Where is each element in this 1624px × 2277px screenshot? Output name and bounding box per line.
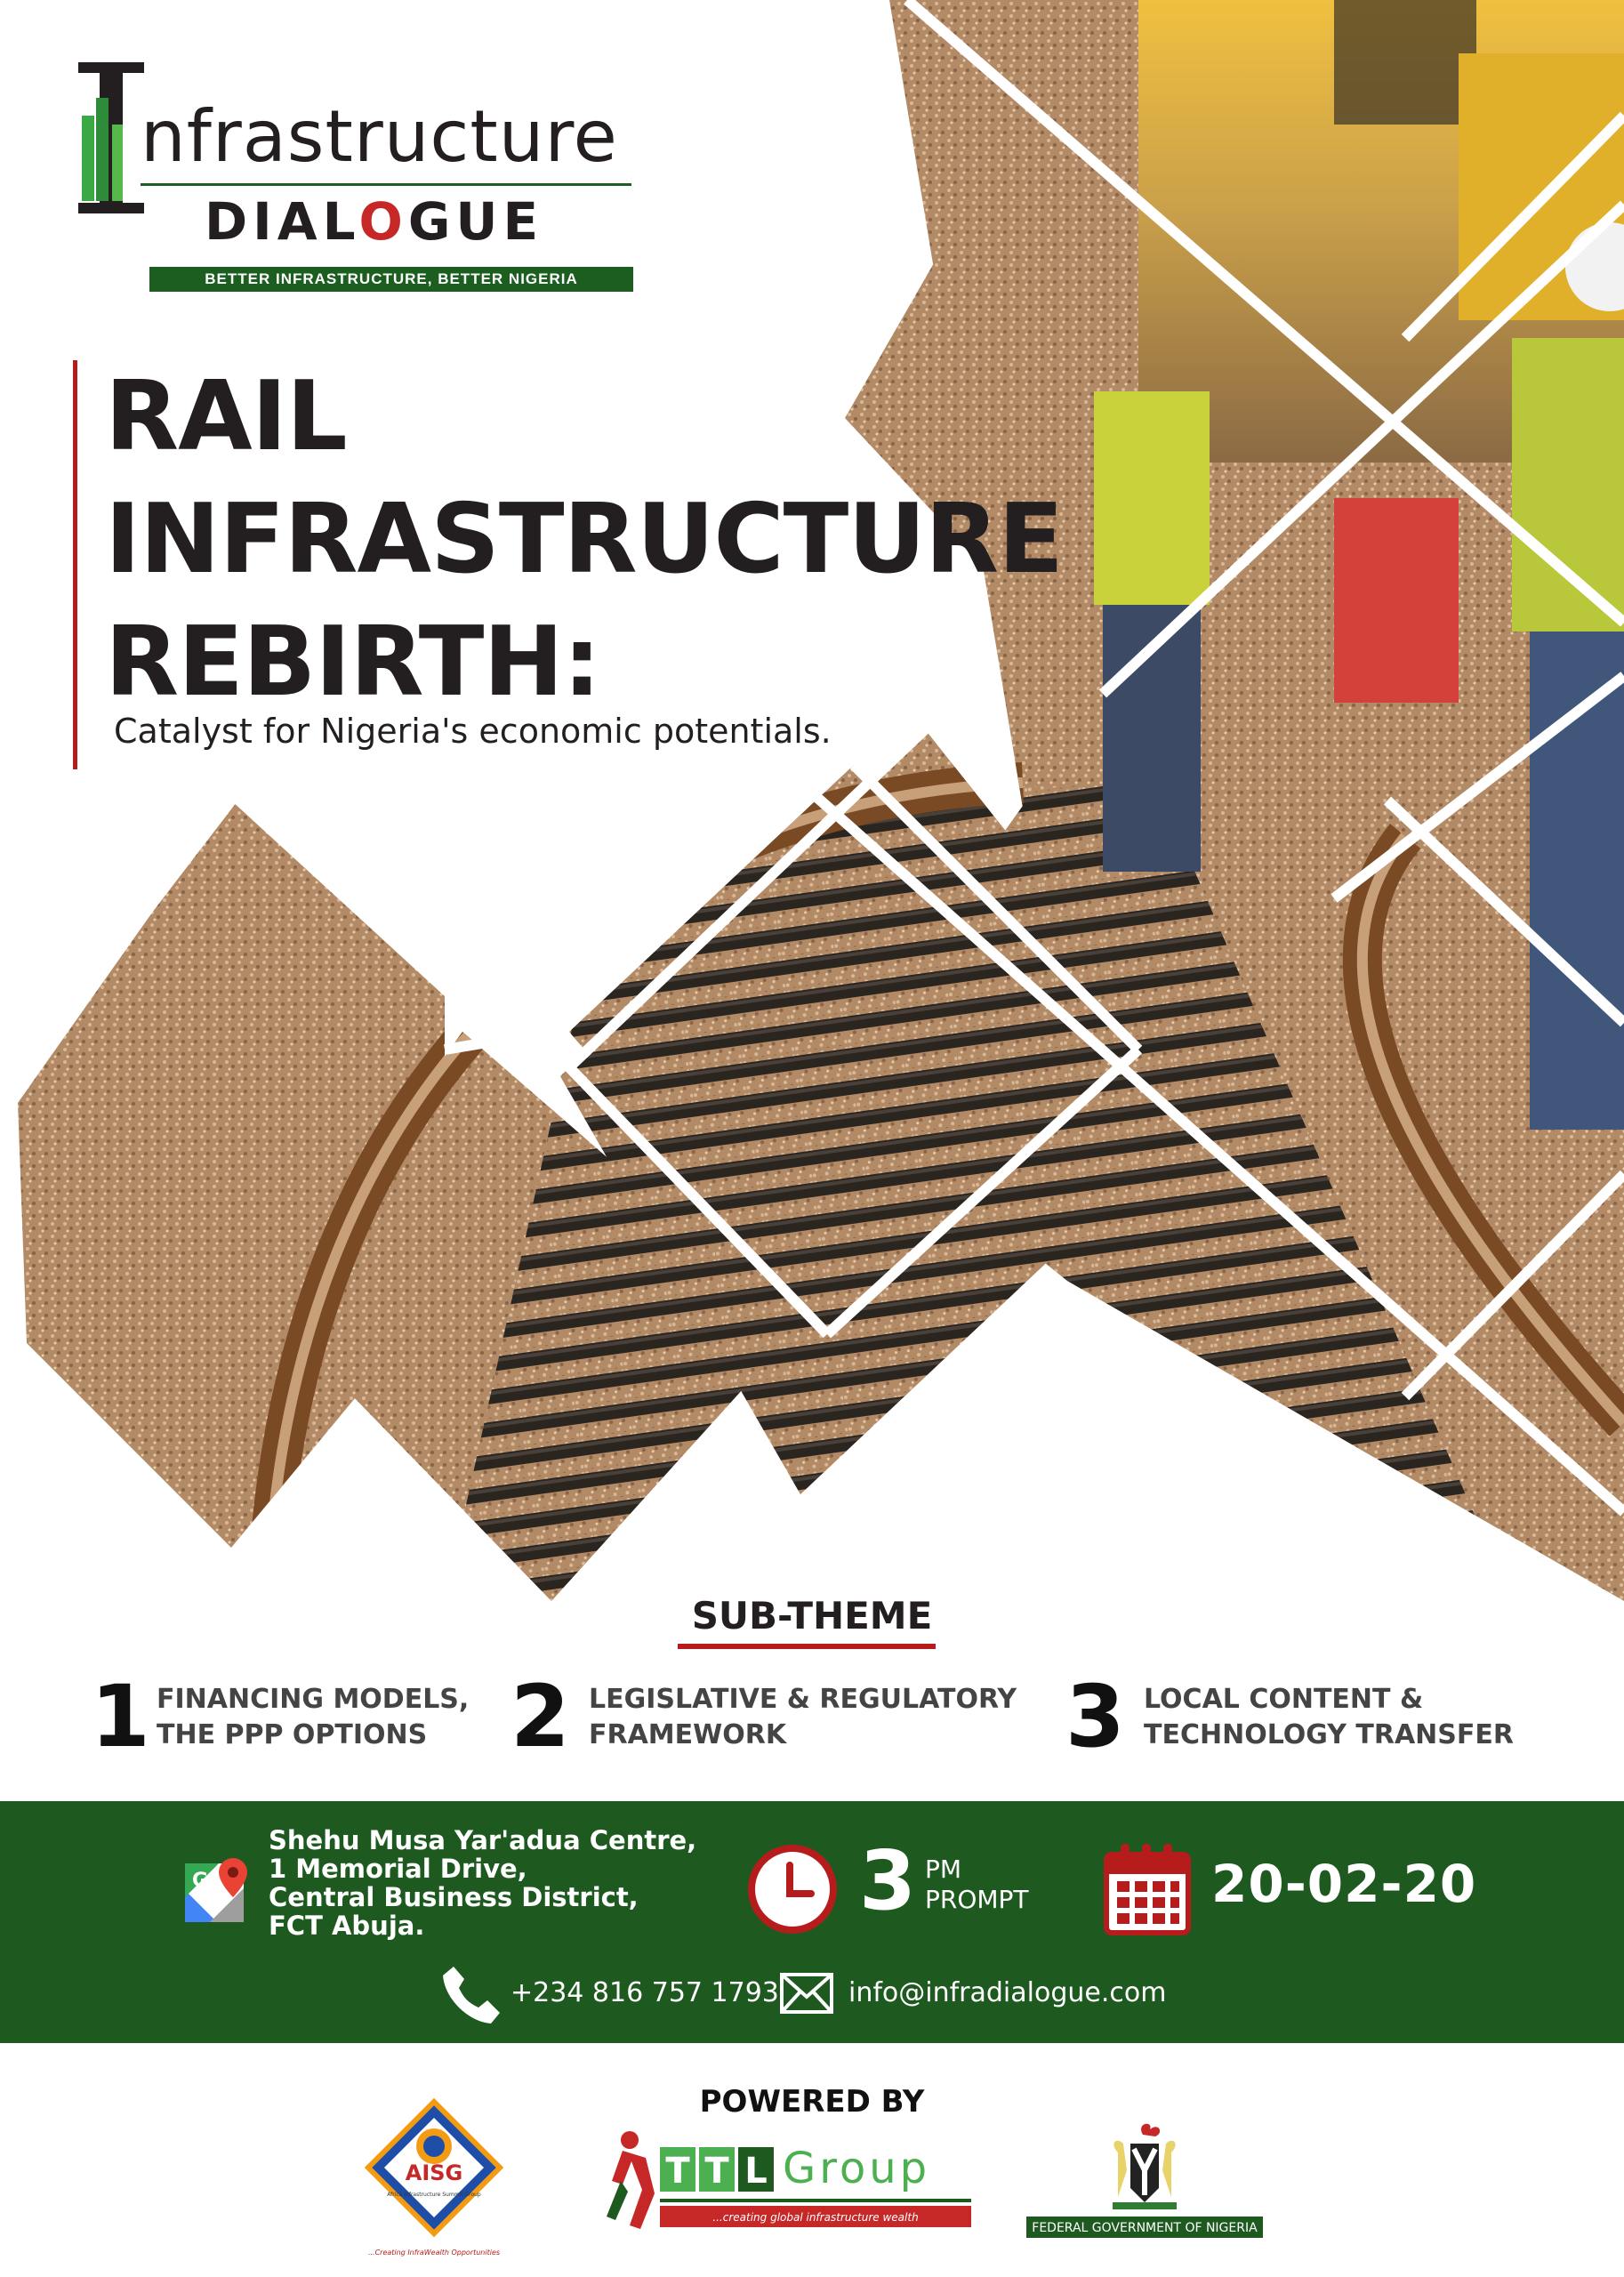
title-line-2: INFRASTRUCTURE — [105, 484, 1063, 595]
logo-word: nfrastructure — [141, 95, 618, 178]
svg-text:...creating global infrastruct: ...creating global infrastructure wealth — [712, 2211, 919, 2224]
aisg-emblem-icon — [354, 2095, 514, 2264]
svg-text:...Creating InfraWealth Opport: ...Creating InfraWealth Opportunities — [367, 2249, 501, 2257]
svg-text:AISG: AISG — [405, 2160, 463, 2185]
logo-dialogue: DIALOGUE — [205, 191, 544, 252]
svg-text:Group: Group — [783, 2144, 931, 2193]
event-time-number: 3 — [859, 1833, 917, 1928]
subtheme-text: LEGISLATIVE & REGULATORY FRAMEWORK — [589, 1684, 1017, 1750]
headline-accent-bar — [73, 360, 77, 769]
subtheme-text: LOCAL CONTENT & TECHNOLOGY TRANSFER — [1144, 1684, 1514, 1750]
event-time-pm: PM — [925, 1855, 962, 1884]
subtheme-underline — [678, 1644, 936, 1649]
phone-icon — [439, 1963, 502, 2025]
page-title — [105, 356, 1063, 724]
subtitle: Catalyst for Nigeria's economic potentials. — [114, 712, 832, 751]
phone-number[interactable]: +234 816 757 1793 — [511, 1977, 779, 2008]
title-line-3: REBIRTH: — [105, 607, 600, 718]
building-icon — [76, 62, 146, 213]
powered-by-label: POWERED BY — [699, 2084, 925, 2120]
svg-text:L: L — [744, 2151, 768, 2192]
subtheme-number: 2 — [511, 1667, 570, 1766]
event-details-band — [0, 1801, 1624, 2043]
venue-address: Shehu Musa Yar'adua Centre, 1 Memorial Drive, Central Business District, FCT Abuja. — [269, 1825, 697, 1941]
mail-icon — [779, 1972, 834, 2015]
logo-underline — [141, 183, 631, 186]
title-line-1: RAIL — [105, 361, 347, 472]
logo-tagline: BETTER INFRASTRUCTURE, BETTER NIGERIA — [149, 267, 633, 292]
email-address[interactable]: info@infradialogue.com — [848, 1977, 1167, 2008]
speech-bubble-icon: O — [358, 191, 408, 252]
svg-text:G: G — [192, 1870, 209, 1892]
subtheme-heading: SUB-THEME — [691, 1594, 933, 1637]
map-pin-icon — [183, 1855, 254, 1926]
event-date: 20-02-20 — [1211, 1854, 1477, 1914]
ttl-runner-icon — [607, 2131, 655, 2229]
ttl-group-logo — [605, 2128, 978, 2243]
subtheme-number: 3 — [1065, 1667, 1125, 1766]
svg-text:FEDERAL GOVERNMENT OF NIGERIA: FEDERAL GOVERNMENT OF NIGERIA — [1032, 2221, 1258, 2235]
clock-icon — [747, 1844, 838, 1935]
coat-of-arms-icon — [1019, 2117, 1270, 2240]
svg-text:T: T — [665, 2151, 690, 2192]
calendar-icon — [1103, 1842, 1192, 1936]
svg-text:Africa Infrastructure Summit G: Africa Infrastructure Summit Group — [387, 2192, 481, 2198]
subtheme-number: 1 — [91, 1667, 150, 1766]
subtheme-text: FINANCING MODELS, THE PPP OPTIONS — [157, 1684, 470, 1750]
infrastructure-dialogue-logo — [71, 62, 676, 302]
svg-text:T: T — [704, 2151, 729, 2192]
event-time-prompt: PROMPT — [925, 1885, 1029, 1914]
